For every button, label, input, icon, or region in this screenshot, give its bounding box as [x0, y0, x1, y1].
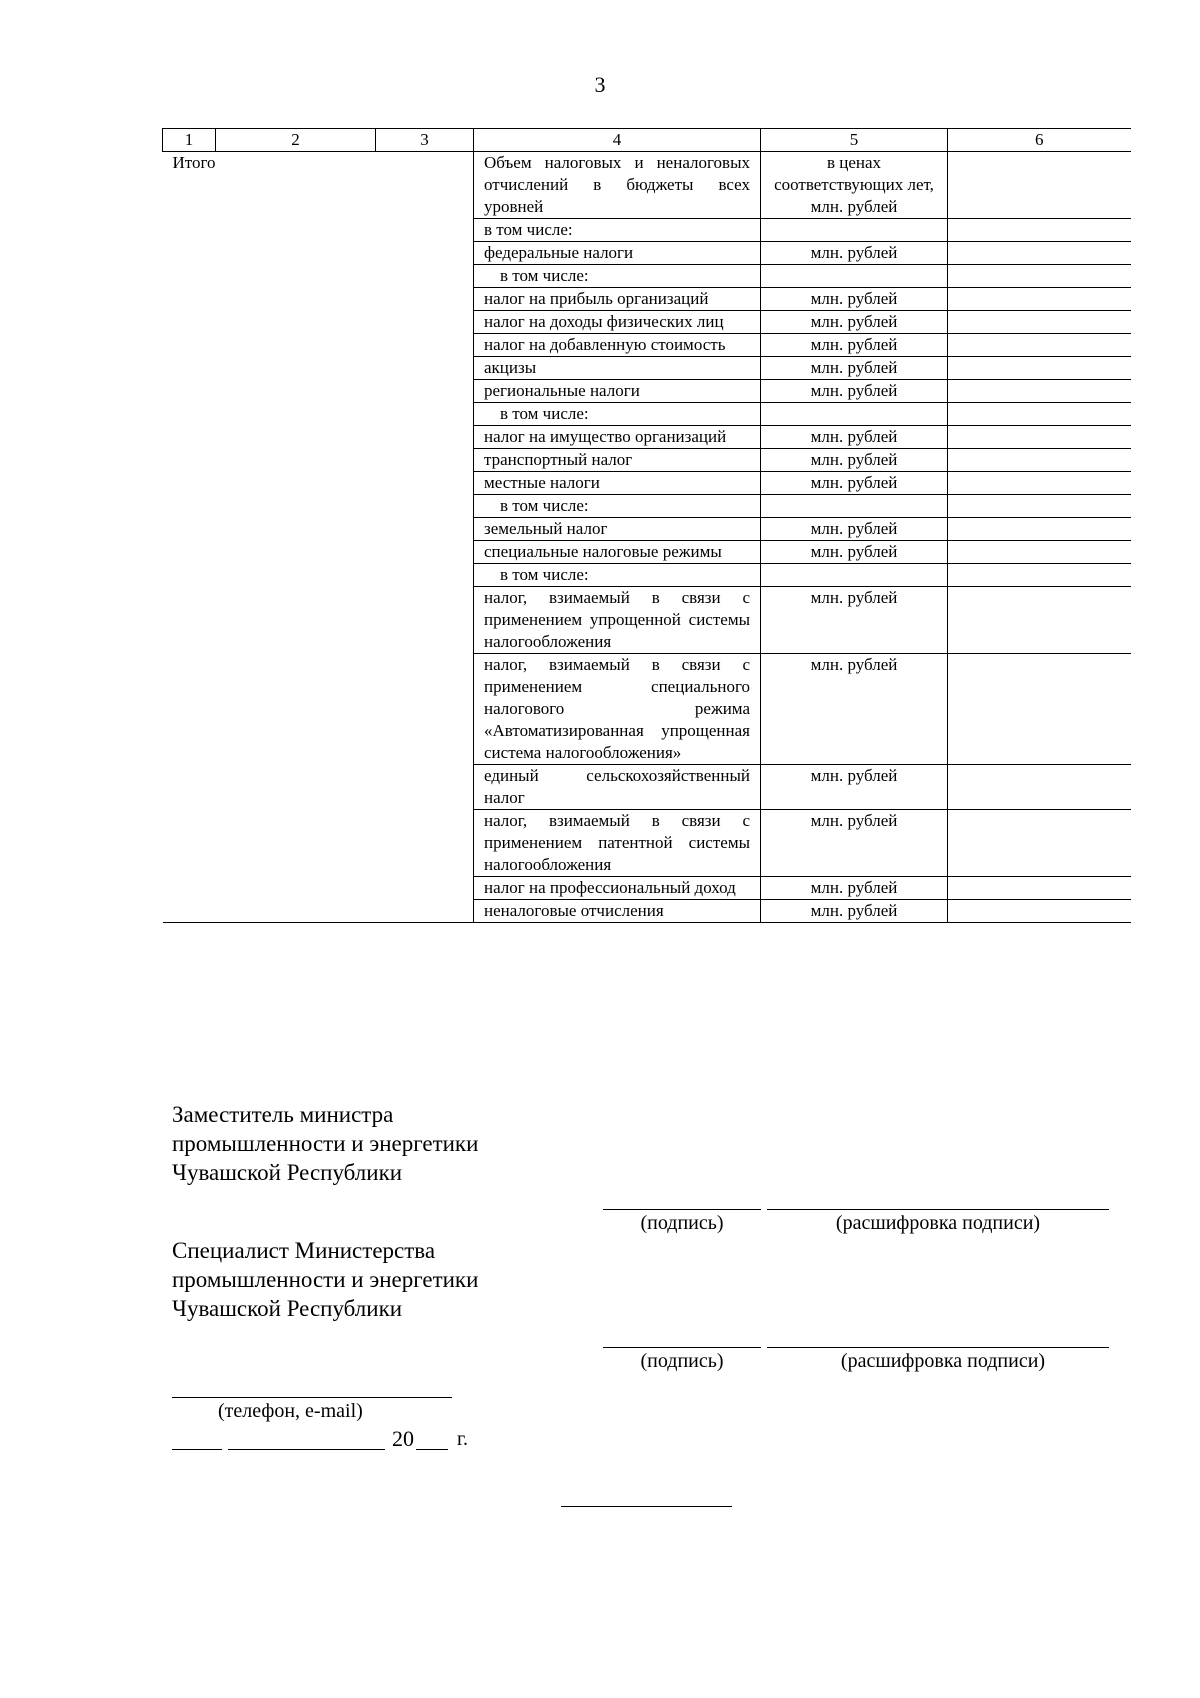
value-cell[interactable] — [948, 877, 1131, 900]
unit-cell: млн. рублей — [761, 810, 948, 877]
unit-cell: млн. рублей — [761, 518, 948, 541]
unit-cell — [761, 265, 948, 288]
indicator-name: федеральные налоги — [474, 242, 761, 265]
indicator-name: налог на добавленную стоимость — [474, 334, 761, 357]
signature-decoding-line — [767, 1347, 1109, 1348]
indicator-name: специальные налоговые режимы — [474, 541, 761, 564]
unit-cell: млн. рублей — [761, 541, 948, 564]
unit-cell — [761, 564, 948, 587]
total-label: Итого — [163, 152, 474, 923]
indicator-name: налог, взимаемый в связи с применением патентной системы налогообложения — [474, 810, 761, 877]
value-cell[interactable] — [948, 472, 1131, 495]
unit-cell: млн. рублей — [761, 900, 948, 923]
value-cell[interactable] — [948, 518, 1131, 541]
date-year-prefix: 20 — [392, 1426, 414, 1451]
value-cell[interactable] — [948, 541, 1131, 564]
unit-cell: в ценах соответствующих лет, млн. рублей — [761, 152, 948, 219]
value-cell[interactable] — [948, 765, 1131, 810]
indicator-name: Объем налоговых и неналоговых отчислений в бюджеты всех уровней — [474, 152, 761, 219]
value-cell[interactable] — [948, 311, 1131, 334]
value-cell[interactable] — [948, 900, 1131, 923]
value-cell[interactable] — [948, 449, 1131, 472]
indicator-name: налог на прибыль организаций — [474, 288, 761, 311]
indicator-name: налог, взимаемый в связи с применением упрощенной системы налогообложения — [474, 587, 761, 654]
deputy-minister-title — [172, 1100, 478, 1187]
indicator-name: налог на имущество организаций — [474, 426, 761, 449]
page-number: 3 — [594, 72, 606, 97]
date-year-suffix: г. — [457, 1428, 468, 1450]
column-header: 2 — [216, 129, 376, 152]
closing-line — [561, 1506, 732, 1507]
signature-decoding-line — [767, 1209, 1109, 1210]
date-year-line — [416, 1449, 448, 1450]
specialist-title — [172, 1236, 478, 1323]
unit-cell: млн. рублей — [761, 357, 948, 380]
value-cell[interactable] — [948, 654, 1131, 765]
value-cell[interactable] — [948, 403, 1131, 426]
indicator-name: единый сельскохозяйственный налог — [474, 765, 761, 810]
indicator-name: неналоговые отчисления — [474, 900, 761, 923]
value-cell[interactable] — [948, 810, 1131, 877]
indicator-name: налог на доходы физических лиц — [474, 311, 761, 334]
date-day-line — [172, 1449, 222, 1450]
value-cell[interactable] — [948, 426, 1131, 449]
value-cell[interactable] — [948, 242, 1131, 265]
signature-decoding-caption: (расшифровка подписи) — [835, 1212, 1041, 1234]
title-line: промышленности и энергетики — [172, 1131, 479, 1156]
value-cell[interactable] — [948, 334, 1131, 357]
value-cell[interactable] — [948, 265, 1131, 288]
value-cell[interactable] — [948, 357, 1131, 380]
indicator-name: в том числе: — [474, 564, 761, 587]
contact-caption: (телефон, e-mail) — [218, 1400, 363, 1422]
unit-cell: млн. рублей — [761, 242, 948, 265]
column-header: 5 — [761, 129, 948, 152]
unit-cell: млн. рублей — [761, 765, 948, 810]
title-line: промышленности и энергетики — [172, 1267, 479, 1292]
unit-cell: млн. рублей — [761, 472, 948, 495]
unit-cell: млн. рублей — [761, 334, 948, 357]
unit-cell: млн. рублей — [761, 877, 948, 900]
table-header-row — [163, 129, 1131, 152]
unit-cell: млн. рублей — [761, 654, 948, 765]
title-line: Чувашской Республики — [172, 1160, 403, 1185]
signature-caption: (подпись) — [640, 1350, 724, 1372]
indicator-name: в том числе: — [474, 403, 761, 426]
value-cell[interactable] — [948, 495, 1131, 518]
indicator-name: налог, взимаемый в связи с применением специального налогового режима «Автоматизированная упрощенная система налогообложения» — [474, 654, 761, 765]
value-cell[interactable] — [948, 587, 1131, 654]
indicator-name: в том числе: — [474, 265, 761, 288]
contact-line — [172, 1397, 452, 1398]
tax-table-body — [163, 152, 1131, 923]
indicator-name: транспортный налог — [474, 449, 761, 472]
unit-cell: млн. рублей — [761, 311, 948, 334]
indicator-name: в том числе: — [474, 219, 761, 242]
signature-decoding-caption: (расшифровка подписи) — [840, 1350, 1046, 1372]
signature-line — [603, 1209, 761, 1210]
unit-cell: млн. рублей — [761, 449, 948, 472]
indicator-name: в том числе: — [474, 495, 761, 518]
indicator-name: региональные налоги — [474, 380, 761, 403]
column-header: 6 — [948, 129, 1131, 152]
value-cell[interactable] — [948, 288, 1131, 311]
unit-cell: млн. рублей — [761, 426, 948, 449]
indicator-name: местные налоги — [474, 472, 761, 495]
indicator-name: акцизы — [474, 357, 761, 380]
signature-line — [603, 1347, 761, 1348]
unit-cell — [761, 495, 948, 518]
title-line: Заместитель министра — [172, 1102, 394, 1127]
title-line: Специалист Министерства — [172, 1238, 436, 1263]
unit-cell — [761, 219, 948, 242]
unit-cell: млн. рублей — [761, 380, 948, 403]
signature-caption: (подпись) — [640, 1212, 724, 1234]
indicator-name: налог на профессиональный доход — [474, 877, 761, 900]
title-line: Чувашской Республики — [172, 1296, 403, 1321]
unit-cell: млн. рублей — [761, 288, 948, 311]
indicator-name: земельный налог — [474, 518, 761, 541]
column-header: 4 — [474, 129, 761, 152]
value-cell[interactable] — [948, 564, 1131, 587]
tax-table — [162, 128, 1131, 923]
date-month-line — [228, 1449, 385, 1450]
column-header: 1 — [163, 129, 216, 152]
table-row — [163, 152, 1131, 219]
unit-cell: млн. рублей — [761, 587, 948, 654]
value-cell[interactable] — [948, 152, 1131, 219]
value-cell[interactable] — [948, 219, 1131, 242]
column-header: 3 — [376, 129, 474, 152]
value-cell[interactable] — [948, 380, 1131, 403]
unit-cell — [761, 403, 948, 426]
